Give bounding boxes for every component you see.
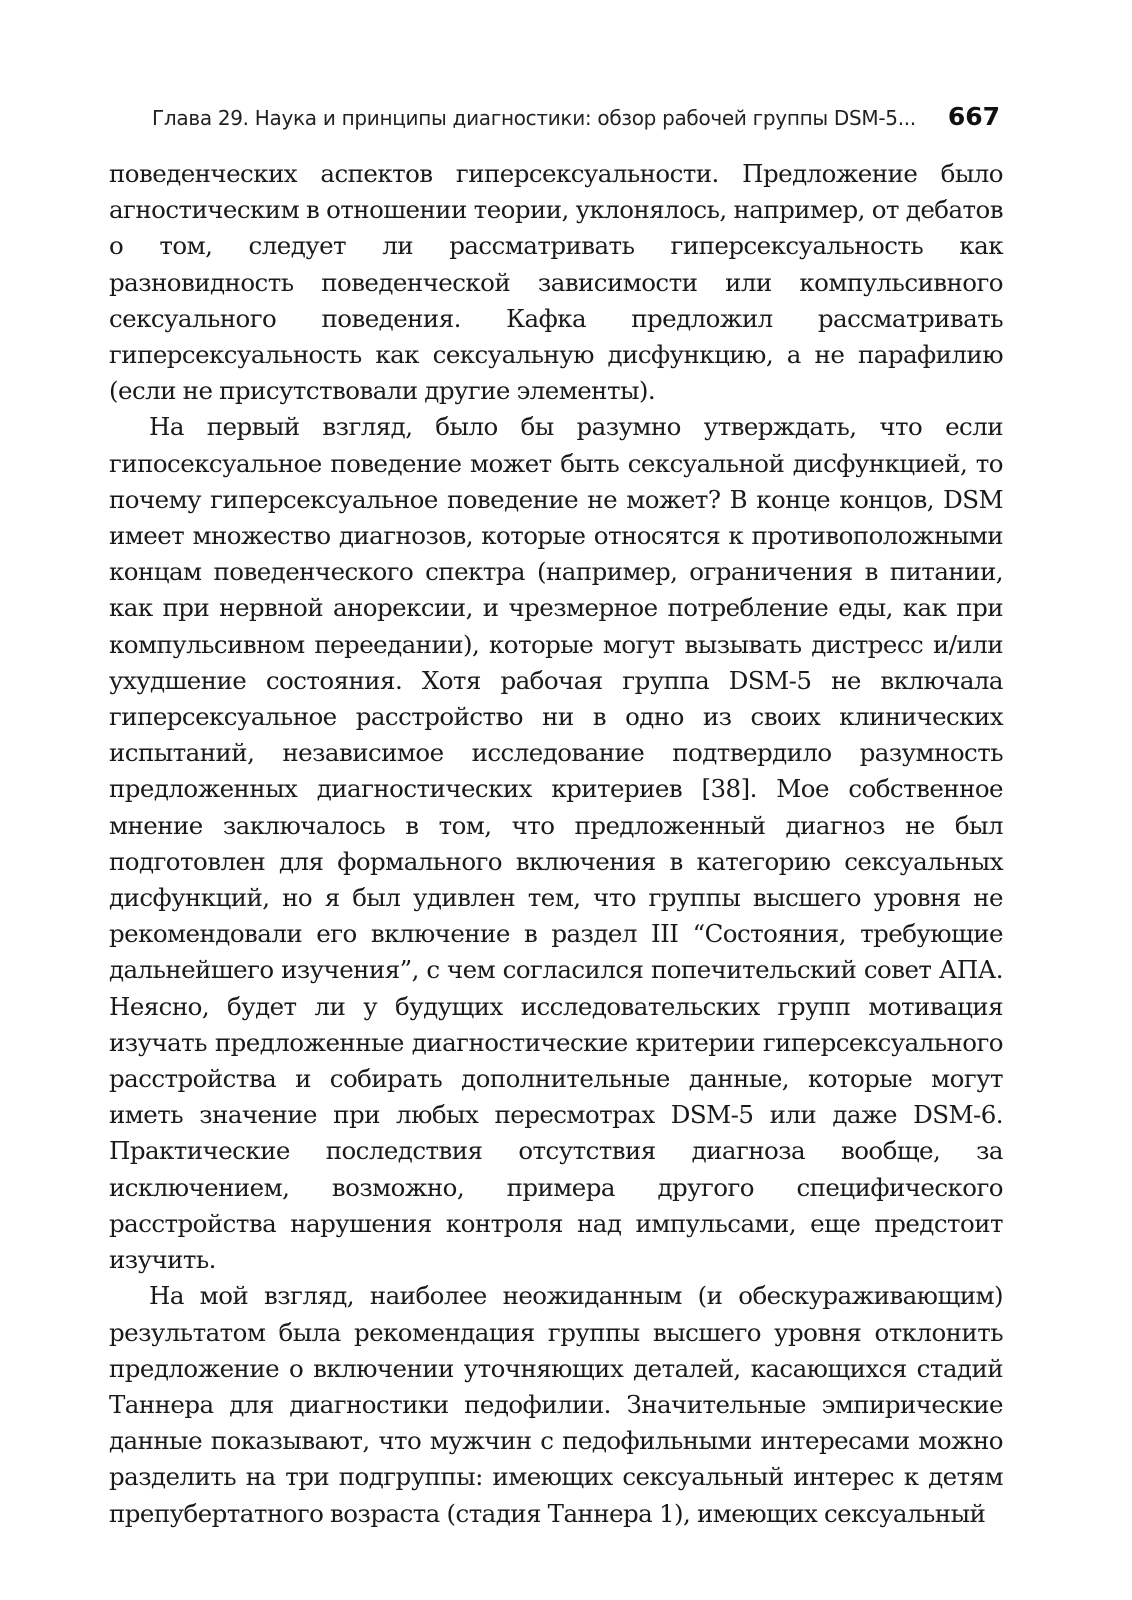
body-text (109, 156, 1003, 1532)
chapter-title: Глава 29. Наука и принципы диагностики: обзор рабочей группы DSM-5... (152, 106, 916, 130)
paragraph: На первый взгляд, было бы разумно утверждать, что если гипосексуальное поведение может быть сексуальной дисфункцией, то почему гиперсексуальное поведение не может? В конце концов, DSM имеет множество диагнозов, которые относятся к противоположными концам поведенческого спектра (например, ограничения в питании, как при нервной анорексии, и чрезмерное потребление еды, как при компульсивном переедании), которые могут вызывать дистресс и/или ухудшение состояния. Хотя рабочая группа DSM-5 не включала гиперсексуальное расстройство ни в одно из своих клинических испытаний, независимое исследование подтвердило разумность предложенных диагностических критериев [38]. Мое собственное мнение заключалось в том, что предложенный диагноз не был подготовлен для формального включения в категорию сексуальных дисфункций, но я был удивлен тем, что группы высшего уровня не рекомендовали его включение в раздел III “Состояния, требующие дальнейшего изучения”, с чем согласился попечительский совет АПА. Неясно, будет ли у будущих исследовательских групп мотивация изучать предложенные диагностические критерии гиперсексуального расстройства и собирать дополнительные данные, которые могут иметь значение при любых пересмотрах DSM-5 или даже DSM-6. Практические последствия отсутствия диагноза вообще, за исключением, возможно, примера другого специфического расстройства нарушения контроля над импульсами, еще предстоит изучить. (109, 412, 1003, 1275)
paragraph-continued: поведенческих аспектов гиперсексуальности. Предложение было агностическим в отношении теории, уклонялось, например, от дебатов о том, следует ли рассматривать гиперсексуальность как разновидность поведенческой зависимости или компульсивного сексуального поведения. Кафка предложил рассматривать гиперсексуальность как сексуальную дисфункцию, а не парафилию (если не присутствовали другие элементы). (109, 159, 1003, 406)
paragraph: На мой взгляд, наиболее неожиданным (и обескураживающим) результатом была рекомендация группы высшего уровня отклонить предложение о включении уточняющих деталей, касающихся стадий Таннера для диагностики педофилии. Значительные эмпирические данные показывают, что мужчин с педофильными интересами можно разделить на три подгруппы: имеющих сексуальный интерес к детям препубертатного возраста (стадия Таннера 1), имеющих сексуальный (109, 1281, 1003, 1528)
running-header (152, 102, 1000, 138)
page-number: 667 (947, 102, 1000, 131)
